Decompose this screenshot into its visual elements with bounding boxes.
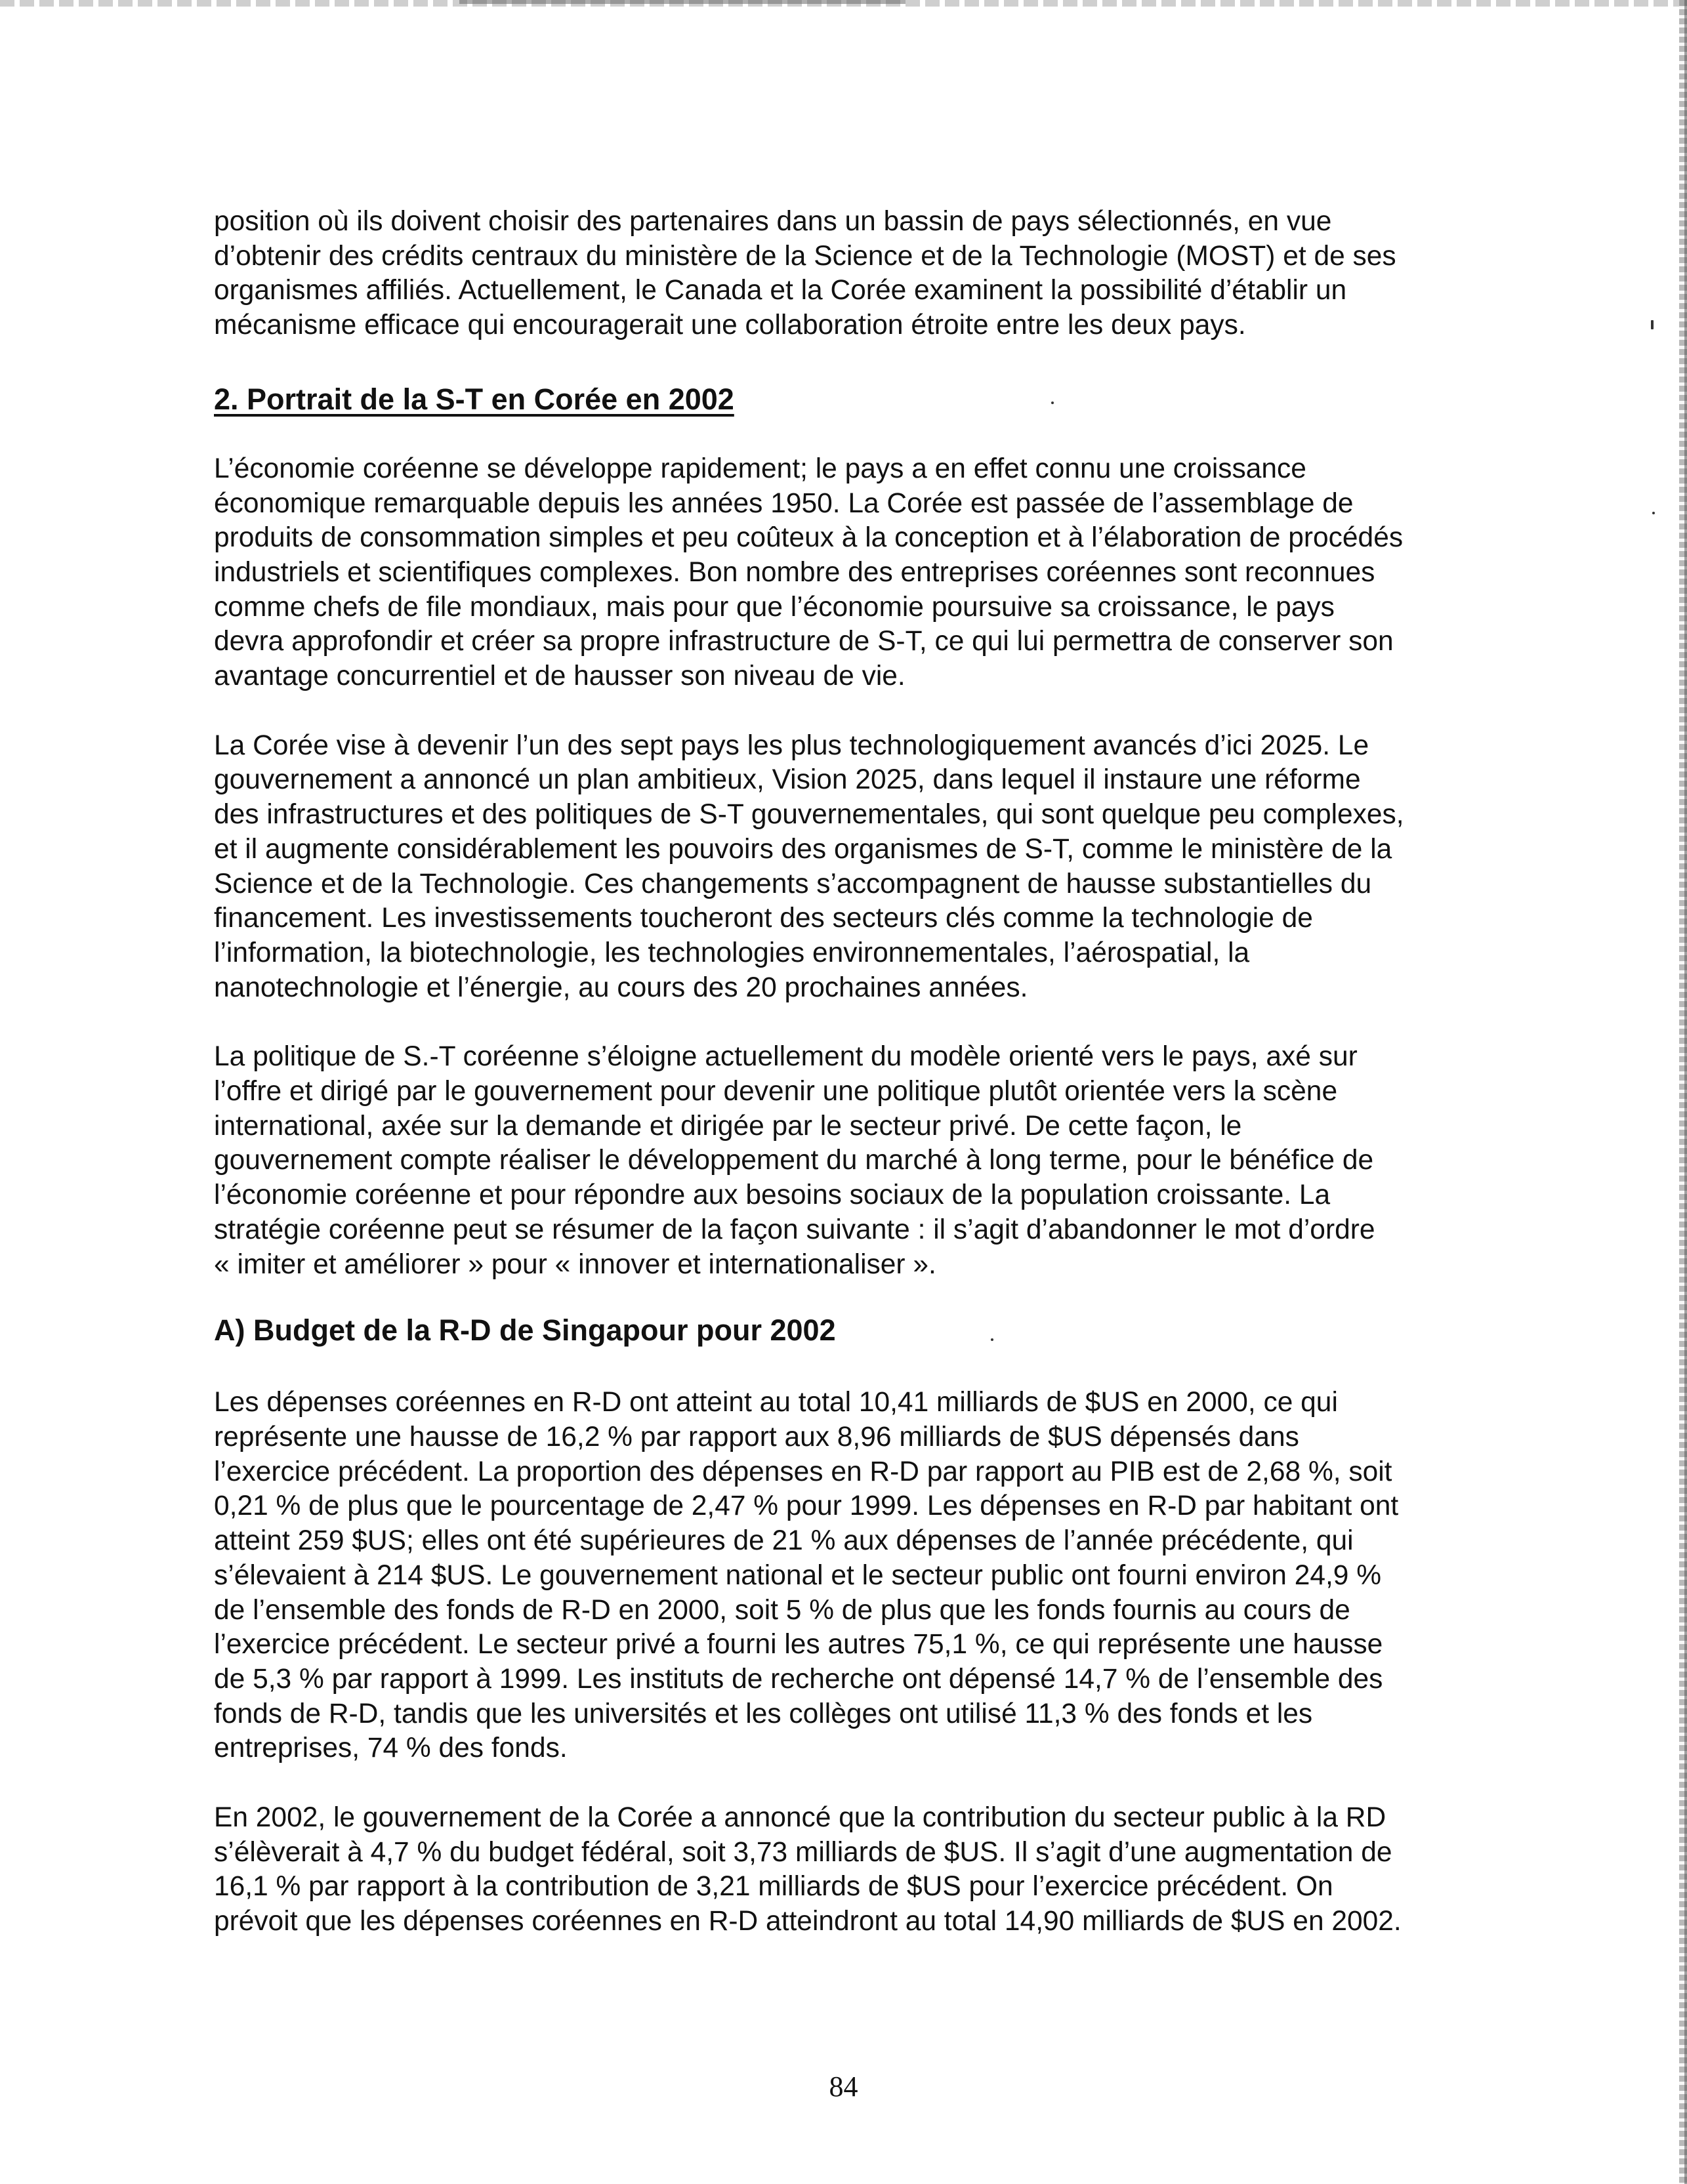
text-line: l’exercice précédent. Le secteur privé a fourni les autres 75,1 %, ce qui représente une hausse: [214, 1629, 1383, 1660]
text-line: entreprises, 74 % des fonds.: [214, 1733, 568, 1764]
text-line: d’obtenir des crédits centraux du ministère de la Science et de la Technologie (MOST) et de ses: [214, 240, 1396, 272]
text-line: l’exercice précédent. La proportion des dépenses en R-D par rapport au PIB est de 2,68 %, soit: [214, 1456, 1392, 1487]
paragraph-policy: [214, 1040, 1513, 1282]
scan-border-right-edge: [1684, 0, 1687, 2184]
text-line: L’économie coréenne se développe rapidement; le pays a en effet connu une croissance: [214, 453, 1306, 484]
text-line: mécanisme efficace qui encouragerait une collaboration étroite entre les deux pays.: [214, 310, 1246, 341]
text-line: stratégie coréenne peut se résumer de la façon suivante : il s’agit d’abandonner le mot d’ordre: [214, 1214, 1375, 1245]
text-line: financement. Les investissements toucheront des secteurs clés comme la technologie de: [214, 903, 1313, 934]
section-heading-budget: A) Budget de la R-D de Singapour pour 2002: [214, 1313, 836, 1348]
text-line: fonds de R-D, tandis que les universités et les collèges ont utilisé 11,3 % des fonds et les: [214, 1698, 1313, 1729]
text-line: Les dépenses coréennes en R-D ont atteint au total 10,41 milliards de $US en 2000, ce qui: [214, 1387, 1338, 1418]
page-number: 84: [829, 2071, 858, 2103]
text-line: industriels et scientifiques complexes. Bon nombre des entreprises coréennes sont reconnues: [214, 556, 1375, 588]
text-line: s’élèverait à 4,7 % du budget fédéral, soit 3,73 milliards de $US. Il s’agit d’une augmentation de: [214, 1836, 1392, 1868]
text-line: des infrastructures et des politiques de S-T gouvernementales, qui sont quelque peu complexes,: [214, 799, 1404, 831]
text-line: de 5,3 % par rapport à 1999. Les instituts de recherche ont dépensé 14,7 % de l’ensemble des: [214, 1663, 1383, 1695]
page-content: [214, 205, 1513, 1939]
text-line: l’offre et dirigé par le gouvernement pour devenir une politique plutôt orientée vers la scène: [214, 1076, 1338, 1107]
text-line: Science et de la Technologie. Ces changements s’accompagnent de hausse substantielles du: [214, 868, 1372, 899]
text-line: 0,21 % de plus que le pourcentage de 2,47 % pour 1999. Les dépenses en R-D par habitant ont: [214, 1491, 1399, 1522]
text-line: gouvernement a annoncé un plan ambitieux, Vision 2025, dans lequel il instaure une réforme: [214, 764, 1361, 796]
paragraph-intro: [214, 205, 1513, 343]
text-line: La politique de S.-T coréenne s’éloigne actuellement du modèle orienté vers le pays, axé sur: [214, 1041, 1358, 1073]
text-line: économique remarquable depuis les années 1950. La Corée est passée de l’assemblage de: [214, 487, 1354, 519]
text-line: devra approfondir et créer sa propre infrastructure de S-T, ce qui lui permettra de conserver son: [214, 626, 1394, 657]
text-line: La Corée vise à devenir l’un des sept pays les plus technologiquement avancés d’ici 2025. Le: [214, 730, 1369, 761]
text-line: « imiter et améliorer » pour « innover et internationaliser ».: [214, 1248, 936, 1280]
text-line: gouvernement compte réaliser le développement du marché à long terme, pour le bénéfice de: [214, 1145, 1374, 1176]
text-line: atteint 259 $US; elles ont été supérieures de 21 % aux dépenses de l’année précédente, qui: [214, 1525, 1354, 1557]
text-line: avantage concurrentiel et de hausser son niveau de vie.: [214, 661, 906, 692]
text-line: et il augmente considérablement les pouvoirs des organismes de S-T, comme le ministère de la: [214, 833, 1392, 865]
text-line: produits de consommation simples et peu coûteux à la conception et à l’élaboration de procédés: [214, 522, 1404, 554]
scan-speck: [1652, 512, 1655, 514]
text-line: l’information, la biotechnologie, les technologies environnementales, l’aérospatial, la: [214, 937, 1250, 968]
paragraph-vision: [214, 729, 1513, 1006]
text-line: représente une hausse de 16,2 % par rapport aux 8,96 milliards de $US dépensés dans: [214, 1421, 1299, 1453]
scan-border-top-dark: [459, 0, 906, 4]
text-line: organismes affiliés. Actuellement, le Canada et la Corée examinent la possibilité d’établir un: [214, 275, 1347, 306]
scan-speck: [1651, 320, 1654, 329]
text-line: comme chefs de file mondiaux, mais pour que l’économie poursuive sa croissance, le pays: [214, 591, 1335, 623]
text-line: l’économie coréenne et pour répondre aux besoins sociaux de la population croissante. La: [214, 1180, 1331, 1211]
text-line: de l’ensemble des fonds de R-D en 2000, soit 5 % de plus que les fonds fournis au cours de: [214, 1594, 1350, 1626]
text-line: 16,1 % par rapport à la contribution de 3,21 milliards de $US pour l’exercice précédent. On: [214, 1871, 1333, 1903]
paragraph-spending: [214, 1386, 1513, 1766]
text-line: s’élevaient à 214 $US. Le gouvernement national et le secteur public ont fourni environ 24,9 %: [214, 1559, 1382, 1591]
text-line: En 2002, le gouvernement de la Corée a annoncé que la contribution du secteur public à la RD: [214, 1802, 1386, 1834]
paragraph-economy: [214, 452, 1513, 694]
text-line: international, axée sur la demande et dirigée par le secteur privé. De cette façon, le: [214, 1110, 1242, 1142]
text-line: nanotechnologie et l’énergie, au cours des 20 prochaines années.: [214, 972, 1028, 1003]
paragraph-budget-2002: [214, 1801, 1513, 1939]
text-line: prévoit que les dépenses coréennes en R-D atteindront au total 14,90 milliards de $US en 2002.: [214, 1906, 1402, 1937]
text-line: position où ils doivent choisir des partenaires dans un bassin de pays sélectionnés, en vue: [214, 206, 1332, 237]
section-heading-portrait: 2. Portrait de la S-T en Corée en 2002: [214, 382, 734, 416]
